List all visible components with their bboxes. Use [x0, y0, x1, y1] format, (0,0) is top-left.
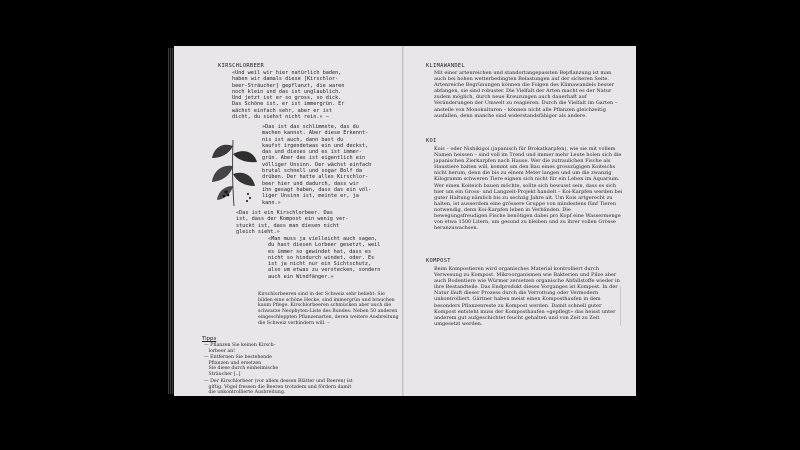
margin-mark [620, 286, 621, 326]
left-page [174, 46, 404, 396]
right-page [406, 46, 636, 396]
tip-1: — Pflanzen Sie keinen Kirsch- lorbeer an! [204, 343, 276, 354]
quote-3: «Das ist ein Kirschlorbeer. Das ist, dass der Kompost ein wenig ver- stuckt ist, dass man diesen nicht gleich sieht.» [236, 210, 349, 235]
quote-2: »Das ist das schlimmste, das du machen kannst. Aber diese Erkennt- nis ist auch, dann bast du kaufst irgendetwas ein und deckst, das und dieses und es ist immer- grün. Aber das ist eigentlich ein völliger Unsinn. Der wächst einfach brutal schnell und sogar Bolf da drüben. Der hatte alles Kirschlor- beer hier und dadurch, dass wir ihn gesagt haben, dass das ein völ- liger Unsinn ist, meinte er, ja kann.» [262, 124, 372, 206]
heading-klimawandel: KLIMAWANDEL [426, 63, 465, 69]
heading-koi: KOI [426, 138, 437, 144]
tip-2: — Entfernen Sie bestehende Pflanzen und ersetzen Sie diese durch einheimische Sträucher [..] [204, 355, 279, 378]
tip-3: — Der Kirschlorbeer (vor allem dessen Blätter und Beeren) ist giftig. Vögel fressen die Beeren trotzdem und fördern damit die unkontrollierte Ausbreitung. [204, 379, 353, 396]
paragraph-kompost: Beim Kompostieren wird organisches Material kontrolliert durch Verwesung zu Kompost. Mikroorganismen wie Bakterien und Pilze aber auch Bodentiere wie Würmer zersetzen organische Abfallstoffe wieder in ihre Bestandteile. Das Endprodukt dieses Vorganges ist Kompost. In der Natur läuft dieser Prozess durch die Verrottung oder Vermodern unkontrolliert. Gärtner haben meist einen Komposthaufen in dem besonders Pflanzenreste zu Kompost werden. Damit schnell guter Kompost entsteht muss der Komposthaufen «gepflegt» das heisst unter anderem gut aufgeschichtet feucht gehalten und von Zeit zu Zeit umgesetzt werden. [434, 266, 620, 327]
heading-kirschlorbeer: KIRSCHLORBEER [218, 63, 265, 69]
info-paragraph: Kirschlorbeeren sind in der Schweiz sehr beliebt: Sie bilden eine schöne Hecke, sind immergrün und brauchen kaum Pflege. Kirschlorbeeren schmücken aber auch die schwarze Neophyten-Liste des Bundes: Neben 50 anderen eingeschleppten Pflanzenarten, deren weitere Ausbreitung die Schweiz verhindern will. – [258, 292, 399, 326]
tips-label: Tipps [202, 336, 217, 342]
open-book [174, 46, 636, 396]
paragraph-koi: Kois – oder Nishikigoi (japanisch für Brokatkarpfen), wie sie mit vollem Namen heissen – sind voll im Trend und immer mehr Leute holen sich die japanischen Zierkarpfen nach Hause. Wer die zutraulichen Fische als Haustiere halten will, kommt um den Bau eines grosszügigen Koiteichs nicht herum, denn die bis zu einem Meter langen und um die zwanzig Kilogramm schweren Tiere eignen sich nicht für ein Leben im Aquarium. Wer einen Koiteich bauen möchte, sollte sich bewusst sein, dass es sich hier um ein Gross- und Langzeit-Projekt handelt – Koi-Karpfen werden bei guter Haltung nämlich bis zu sechzig Jahre alt. Um Kois artgerecht zu halten, ist ausserdem eine grössere Gruppe von mindestens fünf Tieren notwendig, denn Koi-Karpfen leben in Verbänden. Die bewegungsfreudigen Fische benötigen dabei pro Kopf eine Wassermenge von etwa 1500 Litern, um gesund zu bleiben und zu ihrer vollen Grösse heranzuwachsen. [434, 146, 623, 232]
paragraph-klimawandel: Mit einer artenreichen und standortangepassten Bepflanzung ist man auch bei hohen wetterbedingten Belastungen auf der sicheren Seite. Artenreiche Begrünungen können die Folgen des Klimawandels besser abfangen, sie sind robuster. Die Vielfalt der Arten macht es der Natur zudem möglich, durch neue Kreuzungen auch dauerhaft auf Veränderungen der Umwelt zu reagieren. Durch die Vielfalt im Garten – anstelle von Monokulturen – können nicht alle Pflanzen gleichzeitig ausfallen, denn manche sind widerstandsfähiger als andere. [434, 70, 618, 119]
laurel-illustration [208, 132, 260, 208]
quote-4: «Man muss ja vielleicht auch sagen, du hast diesen Lorbeer gesetzt, weil es immer so gewindet hat, dass es nicht so hindurch windet, oder. Es ist ja nicht nur ein Sichtschutz, also um etwas zu verstecken, sondern auch ein Windfänger.» [268, 236, 381, 280]
heading-kompost: KOMPOST [426, 258, 451, 264]
quote-1: «Und weil wir hier natürlich baden, haben wir damals diese [Kirschlor- beer-Sträucher] gepflanzt, die waren noch klein und das ist unglaublich. Und jetzt ist er so gross, so dick. Das Schöne ist, er ist immergrün. Er wächst einfach sehr, aber er ist dicht, du siehst nicht rein.» – [232, 70, 345, 121]
